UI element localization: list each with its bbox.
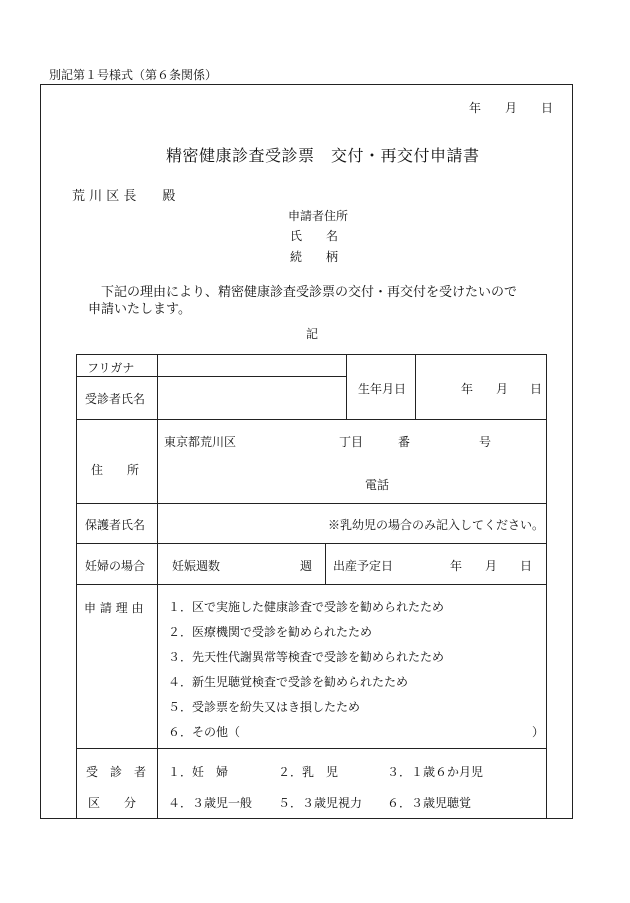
due-month: 月 xyxy=(485,559,498,573)
category-item: １．妊 婦 xyxy=(168,765,229,779)
table-line-address-bottom xyxy=(76,503,546,504)
due-date-label: 出産予定日 xyxy=(333,559,394,573)
ki-heading: 記 xyxy=(306,327,319,341)
reason-item: ３．先天性代謝異常等検査で受診を勧められたため xyxy=(168,650,445,664)
guardian-label: 保護者氏名 xyxy=(85,518,146,532)
date-year: 年 xyxy=(469,101,482,115)
page-title: 精密健康診査受診票 交付・再交付申請書 xyxy=(166,146,480,165)
phone-label: 電話 xyxy=(365,478,390,492)
date-month: 月 xyxy=(505,101,518,115)
address-label: 住 所 xyxy=(91,463,140,477)
table-birthdate-divider-left xyxy=(346,354,347,419)
addressee: 荒 川 区 長 殿 xyxy=(72,189,176,204)
table-due-date-divider xyxy=(325,543,326,584)
reason-label: 申 請 理 由 xyxy=(84,601,144,615)
category-item: ５．３歳児視力 xyxy=(278,796,363,810)
applicant-address-label: 申請者住所 xyxy=(288,209,349,223)
table-label-column-divider xyxy=(157,354,158,819)
table-border-bottom xyxy=(76,818,546,819)
pregnancy-label: 妊婦の場合 xyxy=(85,559,146,573)
table-border-top xyxy=(76,354,546,355)
category-item: ６．３歳児聴覚 xyxy=(387,796,472,810)
table-line-pregnancy-bottom xyxy=(76,584,546,585)
gestation-label: 妊娠週数 xyxy=(172,559,221,573)
reason-item: １．区で実施した健康診査で受診を勧められたため xyxy=(168,600,445,614)
birth-year: 年 xyxy=(461,382,474,396)
address-go: 号 xyxy=(479,435,492,449)
furigana-label: フリガナ xyxy=(87,361,135,375)
form-id: 別記第１号様式（第６条関係） xyxy=(49,68,218,82)
applicant-relation-label: 続 柄 xyxy=(290,250,339,264)
address-chome: 丁目 xyxy=(339,435,364,449)
reason-item: ２．医療機関で受診を勧められたため xyxy=(168,625,373,639)
guardian-note: ※乳幼児の場合のみ記入してください。 xyxy=(328,518,545,532)
due-day: 日 xyxy=(520,559,533,573)
body-text-line1: 下記の理由により、精密健康診査受診票の交付・再交付を受けたいので xyxy=(101,285,518,300)
examinee-name-label: 受診者氏名 xyxy=(85,392,146,406)
date-day: 日 xyxy=(541,101,554,115)
category-label-2: 区 分 xyxy=(88,796,137,810)
body-text-line2: 申請いたします。 xyxy=(88,302,191,317)
reason-item-other: ６．その他（ xyxy=(168,725,241,739)
category-item: ３．１歳６か月児 xyxy=(387,765,484,779)
applicant-name-label: 氏 名 xyxy=(290,229,339,243)
due-year: 年 xyxy=(450,559,463,573)
category-item: ４．３歳児一般 xyxy=(168,796,253,810)
table-birthdate-divider-right xyxy=(415,354,416,419)
reason-other-close-paren: ） xyxy=(532,725,545,739)
week-unit: 週 xyxy=(300,559,313,573)
category-item: ２．乳 児 xyxy=(278,765,339,779)
birth-month: 月 xyxy=(496,382,509,396)
table-line-guardian-bottom xyxy=(76,543,546,544)
reason-item: ４．新生児聴覚検査で受診を勧められたため xyxy=(168,675,409,689)
address-prefix: 東京都荒川区 xyxy=(164,435,237,449)
reason-item: ５．受診票を紛失又はき損したため xyxy=(168,700,361,714)
table-line-name-bottom xyxy=(76,419,546,420)
category-label-1: 受 診 者 xyxy=(86,765,147,779)
table-line-reason-bottom xyxy=(76,748,546,749)
address-ban: 番 xyxy=(398,435,411,449)
birthdate-label: 生年月日 xyxy=(358,382,407,396)
table-border-left xyxy=(76,354,77,819)
birth-day: 日 xyxy=(530,382,543,396)
table-border-right xyxy=(546,354,547,819)
table-line-furigana xyxy=(76,376,346,377)
